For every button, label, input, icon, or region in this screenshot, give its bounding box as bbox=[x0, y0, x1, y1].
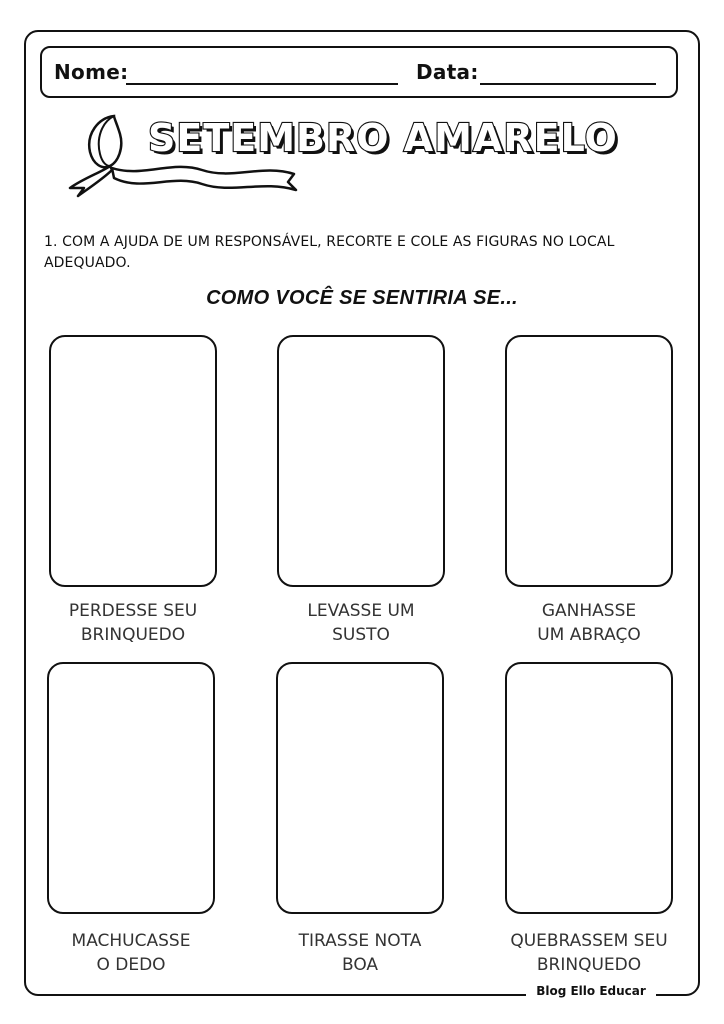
card-caption bbox=[261, 599, 461, 647]
caption-line: MACHUCASSE bbox=[71, 931, 191, 951]
paste-box[interactable] bbox=[505, 335, 673, 587]
caption-line: GANHASSE bbox=[541, 601, 637, 621]
paste-box[interactable] bbox=[276, 662, 444, 914]
card-caption bbox=[489, 599, 689, 647]
card-caption bbox=[489, 929, 689, 977]
caption-line: LEVASSE UM bbox=[307, 601, 415, 621]
date-field[interactable] bbox=[480, 83, 656, 85]
paste-box[interactable] bbox=[47, 662, 215, 914]
card-caption bbox=[31, 929, 231, 977]
card-caption bbox=[33, 599, 233, 647]
footer-credit: Blog Ello Educar bbox=[526, 978, 656, 1004]
caption-line: BRINQUEDO bbox=[80, 625, 186, 645]
caption-line: SUSTO bbox=[332, 625, 390, 645]
header-box bbox=[40, 46, 678, 98]
caption-line: PERDESSE SEU bbox=[68, 601, 198, 621]
paste-box[interactable] bbox=[277, 335, 445, 587]
name-field[interactable] bbox=[126, 83, 398, 85]
card-caption bbox=[260, 929, 460, 977]
caption-line: QUEBRASSEM SEU bbox=[510, 931, 668, 951]
caption-line: UM ABRAÇO bbox=[537, 625, 641, 645]
title-banner bbox=[62, 108, 662, 198]
caption-line: BRINQUEDO bbox=[536, 955, 642, 975]
subtitle: COMO VOCÊ SE SENTIRIA SE... bbox=[206, 287, 518, 309]
caption-line: BOA bbox=[341, 955, 379, 975]
caption-line: TIRASSE NOTA bbox=[298, 931, 422, 951]
page-title: SETEMBRO AMARELO bbox=[148, 116, 618, 160]
instruction-text: 1. COM A AJUDA DE UM RESPONSÁVEL, RECORTE E COLE AS FIGURAS NO LOCAL ADEQUADO. bbox=[44, 234, 615, 271]
date-label: Data: bbox=[416, 60, 479, 84]
paste-box[interactable] bbox=[505, 662, 673, 914]
caption-line: O DEDO bbox=[96, 955, 166, 975]
name-label: Nome: bbox=[54, 60, 129, 84]
paste-box[interactable] bbox=[49, 335, 217, 587]
